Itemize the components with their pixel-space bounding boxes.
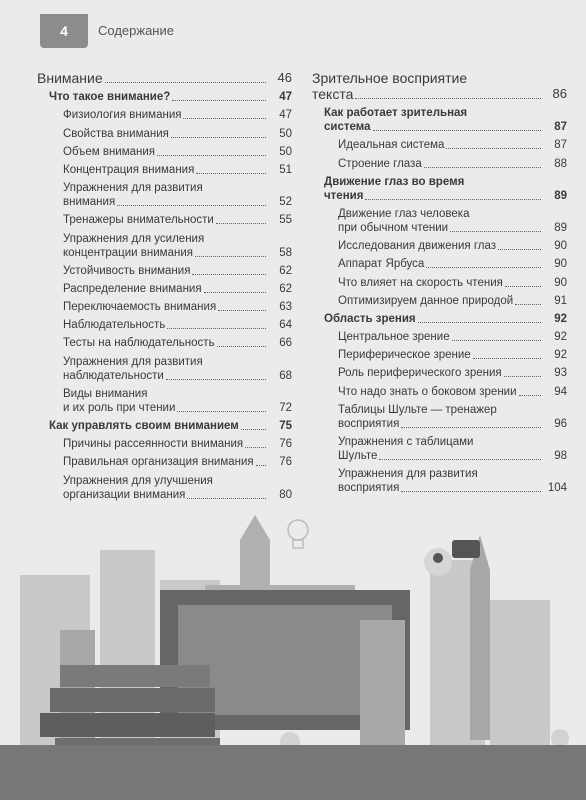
toc-page-number: 87 — [554, 139, 567, 152]
city-illustration — [0, 480, 586, 800]
toc-entry-title-line — [63, 264, 268, 278]
toc-page-number: 63 — [279, 301, 292, 314]
dot-leader — [216, 223, 266, 224]
toc-entry — [37, 163, 292, 177]
toc-entry-title-line — [338, 276, 543, 290]
toc-entry-title-line — [63, 213, 268, 227]
dot-leader — [424, 167, 541, 168]
toc-entry-title-line — [63, 401, 268, 415]
toc-entry-title: Центральное зрение — [338, 331, 450, 344]
toc-entry-title: текста — [312, 86, 354, 102]
toc-entry — [312, 276, 567, 290]
toc-entry-title-line — [49, 419, 268, 433]
lightbulb-icon — [288, 520, 308, 548]
toc-entry — [312, 257, 567, 271]
toc-entry-title: Движение глаз человека — [338, 207, 470, 220]
toc-entry — [312, 312, 567, 326]
toc-entry-title-line — [63, 163, 268, 177]
toc-entry — [37, 437, 292, 451]
toc-page-number: 90 — [554, 240, 567, 253]
toc-entry-title: Зрительное восприятие — [312, 70, 468, 86]
toc-entry-title-line — [338, 366, 543, 380]
dot-leader — [171, 137, 266, 138]
toc-entry — [37, 282, 292, 296]
toc-page-number: 51 — [279, 163, 292, 176]
toc-entry-title: Строение глаза — [338, 157, 422, 170]
toc-entry-title-line — [63, 336, 268, 350]
toc-entry-title: Тренажеры внимательности — [63, 214, 214, 227]
page-title: Содержание — [98, 23, 174, 38]
toc-entry-title-line — [63, 108, 268, 122]
toc-entry-title: Таблицы Шульте — тренажер — [338, 403, 497, 416]
toc-entry — [37, 455, 292, 469]
toc-entry-title-line — [324, 120, 543, 134]
toc-entry-title: Переключаемость внимания — [63, 301, 217, 314]
toc-entry-title-line — [63, 195, 268, 209]
toc-entry — [312, 294, 567, 308]
toc-page-number: 86 — [552, 86, 567, 101]
toc-entry-title-line — [63, 127, 268, 141]
toc-page-number: 92 — [554, 331, 567, 344]
toc-entry-title: Распределение внимания — [63, 282, 202, 295]
toc-entry-title: Роль периферического зрения — [338, 367, 502, 380]
toc-entry — [37, 318, 292, 332]
toc-page-number: 94 — [554, 385, 567, 398]
dot-leader — [256, 465, 266, 466]
toc-entry-title: организации внимания — [63, 488, 186, 501]
toc-entry — [37, 336, 292, 350]
toc-entry — [312, 385, 567, 399]
toc-page-number: 80 — [279, 488, 292, 501]
toc-entry-title: Причины рассеянности внимания — [63, 438, 244, 451]
toc-entry — [37, 419, 292, 433]
dot-leader — [446, 148, 541, 149]
toc-page-number: 62 — [279, 282, 292, 295]
toc-entry — [37, 232, 292, 260]
toc-entry — [37, 213, 292, 227]
toc-entry-title-line — [63, 145, 268, 159]
toc-page-number: 92 — [554, 312, 567, 325]
toc-page-number: 93 — [554, 367, 567, 380]
toc-entry-title-line — [324, 189, 543, 203]
toc-entry-title: Физиология внимания — [63, 109, 182, 122]
dot-leader — [515, 304, 541, 305]
toc-entry-title-line — [338, 330, 543, 344]
toc-page-number: 90 — [554, 258, 567, 271]
toc-entry — [312, 175, 567, 203]
toc-page-number: 104 — [547, 482, 567, 495]
toc-page-number: 89 — [554, 221, 567, 234]
toc-entry-title-line — [63, 369, 268, 383]
toc-entry-title-line — [63, 455, 268, 469]
toc-entry-title: Что влияет на скорость чтения — [338, 276, 503, 289]
toc-page-number: 47 — [279, 109, 292, 122]
toc-entry-title: Виды внимания — [63, 387, 148, 400]
dot-leader — [365, 199, 541, 200]
dot-leader — [204, 292, 266, 293]
toc-entry-title: Область зрения — [324, 312, 416, 325]
toc-entry-title-line — [63, 282, 268, 296]
toc-page-number: 58 — [279, 246, 292, 259]
toc-entry-title-line — [63, 318, 268, 332]
toc-page-number: 89 — [554, 189, 567, 202]
toc-entry — [312, 138, 567, 152]
toc-page-number: 50 — [279, 145, 292, 158]
toc-page-number: 52 — [279, 196, 292, 209]
page-number-tab: 4 — [40, 14, 88, 48]
toc-page-number: 87 — [554, 121, 567, 134]
dot-leader — [379, 459, 541, 460]
toc-entry — [37, 108, 292, 122]
toc-entry — [312, 70, 567, 102]
toc-entry-title: наблюдательности — [63, 369, 164, 382]
toc-entry — [312, 157, 567, 171]
toc-entry-title-line — [338, 157, 543, 171]
toc-page-number: 66 — [279, 337, 292, 350]
dot-leader — [105, 82, 266, 83]
toc-entry-title: Упражнения для улучшения — [63, 474, 213, 487]
dot-leader — [167, 328, 266, 329]
toc-page-number: 88 — [554, 157, 567, 170]
toc-entry — [312, 348, 567, 362]
toc-entry-title: Движение глаз во время — [324, 175, 465, 188]
toc-entry-title: Внимание — [37, 70, 103, 86]
dot-leader — [401, 427, 541, 428]
toc-page-number: 50 — [279, 127, 292, 140]
toc-entry — [312, 330, 567, 344]
toc-entry-title: и их роль при чтении — [63, 401, 176, 414]
toc-entry-title: Как управлять своим вниманием — [49, 420, 239, 432]
dot-leader — [450, 231, 541, 232]
toc-entry-title: Аппарат Ярбуса — [338, 258, 425, 271]
toc-entry-title: Упражнения для развития — [63, 355, 203, 368]
toc-page-number: 76 — [279, 456, 292, 469]
dot-leader — [166, 379, 266, 380]
toc-entry-title-line — [338, 348, 543, 362]
dot-leader — [157, 155, 266, 156]
toc-entry-title-line — [37, 70, 268, 86]
toc-entry-title-line — [338, 221, 543, 235]
toc-entry-title-line — [63, 300, 268, 314]
toc-entry-title: Периферическое зрение — [338, 349, 471, 362]
toc-entry-title-line — [324, 312, 543, 326]
toc-entry-title: восприятия — [338, 417, 400, 430]
dot-leader — [373, 130, 542, 131]
toc-right-column — [312, 70, 567, 499]
toc-entry-title: Что надо знать о боковом зрении — [338, 385, 517, 398]
toc-left-column — [37, 70, 292, 506]
toc-entry-title: Исследования движения глаз — [338, 240, 497, 253]
toc-entry — [312, 403, 567, 431]
toc-entry-title: Объем внимания — [63, 145, 156, 158]
dot-leader — [192, 274, 266, 275]
toc-entry-title: Свойства внимания — [63, 127, 169, 140]
dot-leader — [498, 249, 541, 250]
dot-leader — [217, 346, 266, 347]
toc-page-number: 92 — [554, 349, 567, 362]
toc-entry — [37, 264, 292, 278]
dot-leader — [355, 98, 541, 99]
toc-entry-title: Концентрация внимания — [63, 163, 195, 176]
toc-entry-title-line — [49, 90, 268, 104]
toc-entry-title: Как работает зрительная — [324, 107, 468, 120]
toc-entry — [37, 127, 292, 141]
toc-entry-title-line — [338, 138, 543, 152]
toc-entry-title: при обычном чтении — [338, 221, 449, 234]
toc-entry-title: Что такое внимание? — [49, 91, 171, 104]
toc-entry — [312, 239, 567, 253]
dot-leader — [452, 340, 541, 341]
toc-entry-title: Тесты на наблюдательность — [63, 337, 215, 350]
dot-leader — [117, 205, 266, 206]
toc-entry — [37, 387, 292, 415]
toc-page-number: 96 — [554, 417, 567, 430]
dot-leader — [195, 256, 266, 257]
dot-leader — [505, 286, 541, 287]
toc-page-number: 55 — [279, 214, 292, 227]
dot-leader — [245, 447, 266, 448]
dot-leader — [177, 411, 266, 412]
toc-page-number: 75 — [279, 420, 292, 432]
dot-leader — [519, 395, 541, 396]
toc-entry-title: внимания — [63, 196, 116, 209]
toc-entry-title-line — [338, 239, 543, 253]
toc-entry — [37, 181, 292, 209]
toc-entry — [312, 207, 567, 235]
toc-entry-title-line — [63, 437, 268, 451]
toc-entry-title: система — [324, 121, 371, 134]
dot-leader — [426, 267, 541, 268]
toc-entry-title: Упражнения для развития — [63, 182, 203, 195]
toc-entry — [37, 145, 292, 159]
toc-entry-title: Упражнения для усиления — [63, 232, 205, 245]
toc-entry-title: Упражнения с таблицами — [338, 436, 474, 448]
toc-entry-title-line — [338, 417, 543, 431]
toc-entry-title-line — [338, 449, 543, 463]
toc-entry — [37, 70, 292, 86]
toc-entry-title: Наблюдательность — [63, 319, 166, 332]
toc-page-number: 46 — [277, 70, 292, 85]
toc-entry-title: Оптимизируем данное природой — [338, 294, 514, 307]
toc-page-number: 68 — [279, 369, 292, 382]
toc-page-number: 76 — [279, 438, 292, 451]
toc-entry-title-line — [338, 385, 543, 399]
toc-entry-title-line — [63, 246, 268, 260]
toc-entry-title: концентрации внимания — [63, 246, 193, 259]
dot-leader — [504, 376, 541, 377]
toc-page-number: 64 — [279, 319, 292, 332]
toc-page-number: 90 — [554, 276, 567, 289]
toc-entry — [312, 366, 567, 380]
toc-entry-title: Правильная организация внимания — [63, 456, 254, 469]
dot-leader — [218, 310, 266, 311]
toc-entry-title: восприятия — [338, 482, 400, 495]
toc-entry-title-line — [338, 257, 543, 271]
toc-entry — [312, 106, 567, 134]
toc-entry-title: чтения — [324, 189, 364, 202]
dot-leader — [172, 100, 266, 101]
toc-entry — [37, 90, 292, 104]
toc-entry-title: Упражнения для развития — [338, 468, 478, 481]
toc-page-number: 62 — [279, 264, 292, 277]
toc-entry — [37, 300, 292, 314]
toc-page-number: 98 — [554, 450, 567, 462]
dot-leader — [473, 358, 541, 359]
toc-entry-title-line — [312, 86, 543, 102]
toc-page-number: 47 — [279, 91, 292, 104]
dot-leader — [196, 173, 266, 174]
dot-leader — [183, 118, 266, 119]
toc-entry-title: Идеальная система — [338, 139, 445, 152]
toc-entry-title-line — [338, 294, 543, 308]
dot-leader — [241, 429, 266, 430]
dot-leader — [418, 322, 541, 323]
toc-entry-title: Шульте — [338, 450, 378, 462]
toc-page-number: 72 — [279, 401, 292, 414]
toc-page-number: 91 — [554, 294, 567, 307]
toc-entry-title: Устойчивость внимания — [63, 264, 191, 277]
toc-entry — [37, 355, 292, 383]
toc-entry — [312, 435, 567, 463]
